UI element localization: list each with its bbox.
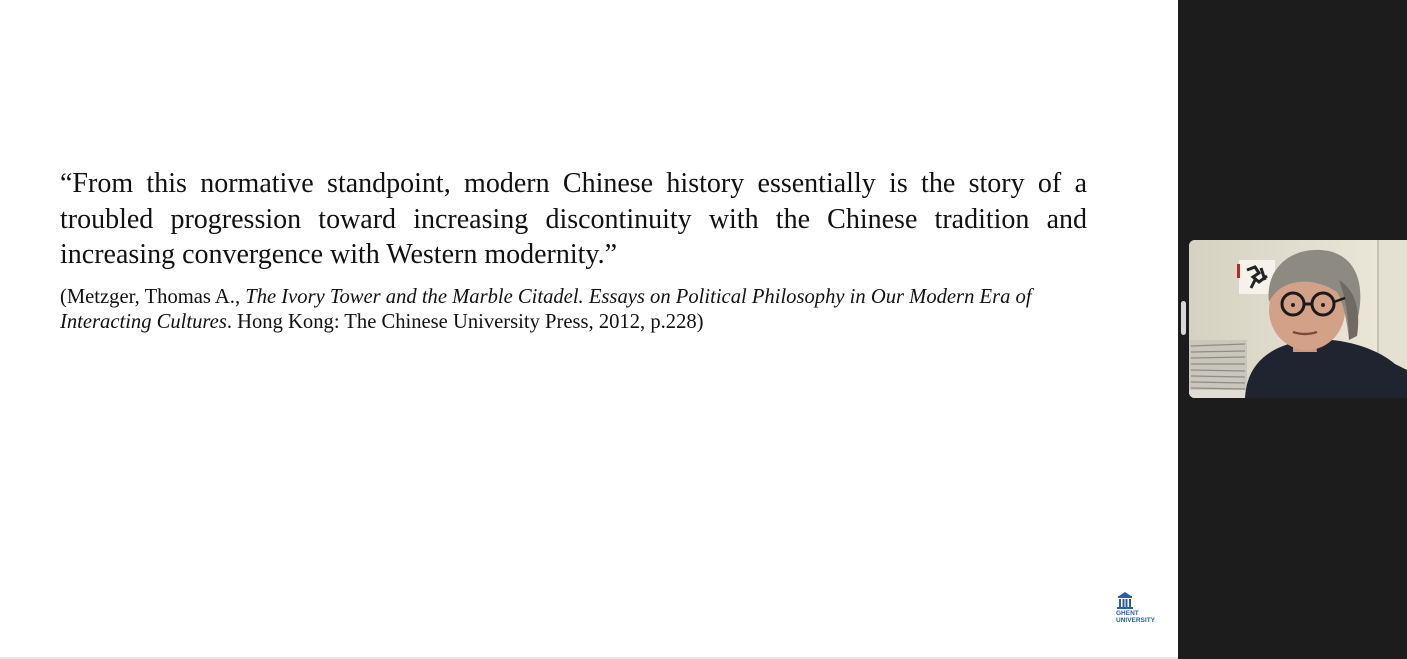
ghent-university-logo — [1114, 592, 1156, 628]
university-building-icon — [1117, 592, 1133, 609]
citation-suffix: . Hong Kong: The Chinese University Press, 2012, p.228) — [226, 310, 704, 333]
citation-title: The Ivory Tower and the Marble Citadel. Essays on Political Philosophy in Our Modern Era of Interacting Cultures — [60, 286, 1032, 333]
participant-video-tile[interactable] — [1189, 240, 1407, 398]
resize-handle[interactable] — [1181, 301, 1186, 335]
logo-wordmark: GHENT UNIVERSITY — [1116, 610, 1156, 624]
person-video-icon — [1189, 240, 1407, 398]
citation-prefix: (Metzger, Thomas A., — [60, 286, 246, 308]
slide-citation — [60, 285, 1090, 334]
slide-quote: “From this normative standpoint, modern Chinese history essentially is the story of a troubled progression toward increasing discontinuity with the Chinese tradition and increasing convergence with Western modernity.” — [60, 168, 1087, 270]
